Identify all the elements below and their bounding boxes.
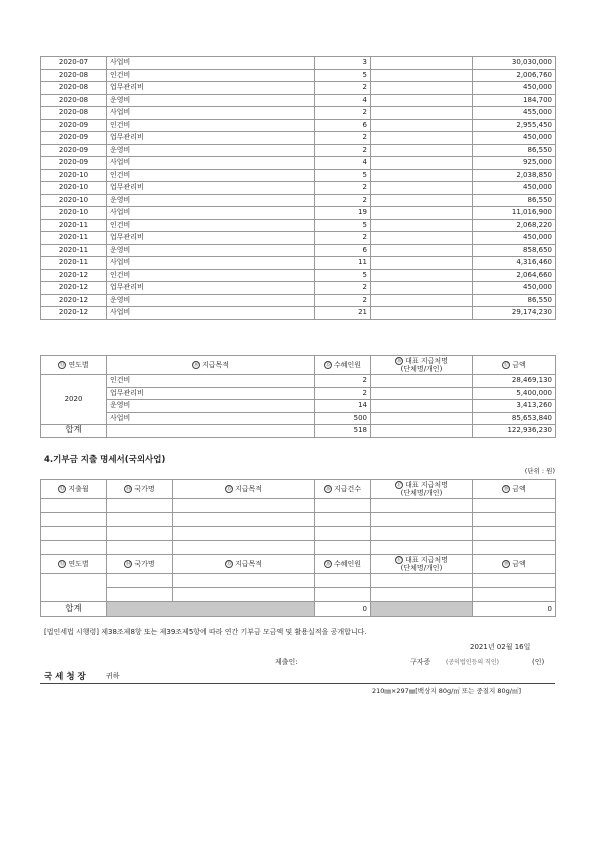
duty-label: 구자증	[410, 658, 431, 666]
summary-representative	[371, 375, 473, 388]
summary-representative	[371, 387, 473, 400]
total-amount: 122,936,230	[473, 425, 556, 438]
purpose-header: ⑮ 지급목적	[173, 555, 315, 574]
amount-cell: 86,550	[473, 294, 556, 307]
submission-date: 2021년 02월 16일	[470, 643, 531, 651]
total-count: 518	[315, 425, 371, 438]
month-cell: 2020-11	[41, 257, 107, 270]
table-row	[41, 574, 556, 588]
count-cell: 11	[315, 257, 371, 270]
beneficiaries-header: ⑮ 수혜인원	[315, 356, 371, 375]
month-cell: 2020-08	[41, 69, 107, 82]
recipient: 국 세 청 장	[44, 672, 86, 682]
purpose-cell: 업무관리비	[107, 232, 315, 245]
representative-cell	[371, 219, 473, 232]
count-cell: 3	[315, 57, 371, 70]
count-cell: 6	[315, 244, 371, 257]
representative-cell	[371, 257, 473, 270]
foreign-header-row-2	[41, 555, 556, 574]
representative-cell	[371, 269, 473, 282]
representative-cell	[371, 82, 473, 95]
month-cell: 2020-09	[41, 157, 107, 170]
submitter-label: 제출인:	[275, 658, 298, 666]
purpose-cell: 운영비	[107, 194, 315, 207]
purpose-cell: 운영비	[107, 294, 315, 307]
month-cell: 2020-10	[41, 169, 107, 182]
summary-count: 2	[315, 387, 371, 400]
table-row	[41, 132, 556, 145]
summary-amount: 3,413,260	[473, 400, 556, 413]
beneficiaries-header: ⑯ 수혜인원	[315, 555, 371, 574]
month-cell: 2020-10	[41, 182, 107, 195]
amount-cell: 4,316,460	[473, 257, 556, 270]
count-cell: 2	[315, 232, 371, 245]
table-row	[41, 144, 556, 157]
count-cell: 4	[315, 157, 371, 170]
count-cell: 5	[315, 269, 371, 282]
table-row	[41, 57, 556, 70]
month-cell: 2020-10	[41, 207, 107, 220]
representative-header: ⑰ 대표 지급처명 (단체명/개인)	[371, 555, 473, 574]
amount-cell: 2,955,450	[473, 119, 556, 132]
count-cell: 5	[315, 69, 371, 82]
month-cell: 2020-12	[41, 282, 107, 295]
total-label: 합계	[41, 425, 107, 438]
representative-cell	[371, 144, 473, 157]
foreign-expense-table	[40, 479, 556, 617]
representative-cell	[371, 182, 473, 195]
count-cell: 2	[315, 144, 371, 157]
representative-cell	[371, 119, 473, 132]
amount-cell: 455,000	[473, 107, 556, 120]
amount-cell: 30,030,000	[473, 57, 556, 70]
purpose-cell: 사업비	[107, 57, 315, 70]
representative-header: ⑰ 대표 지급처명 (단체명/개인)	[371, 480, 473, 499]
purpose-cell: 인건비	[107, 119, 315, 132]
representative-cell	[371, 107, 473, 120]
purpose-cell: 업무관리비	[107, 282, 315, 295]
count-cell: 2	[315, 182, 371, 195]
representative-cell	[371, 282, 473, 295]
amount-cell: 858,650	[473, 244, 556, 257]
month-cell: 2020-11	[41, 244, 107, 257]
purpose-cell: 사업비	[107, 257, 315, 270]
purpose-cell: 인건비	[107, 69, 315, 82]
count-cell: 6	[315, 119, 371, 132]
month-cell: 2020-09	[41, 119, 107, 132]
representative-cell	[371, 232, 473, 245]
amount-cell: 450,000	[473, 182, 556, 195]
representative-cell	[371, 207, 473, 220]
month-cell: 2020-08	[41, 107, 107, 120]
table-row	[41, 219, 556, 232]
amount-header: ⑱ 금액	[473, 480, 556, 499]
amount-cell: 2,064,660	[473, 269, 556, 282]
amount-cell: 11,016,900	[473, 207, 556, 220]
summary-amount: 28,469,130	[473, 375, 556, 388]
table-row	[41, 257, 556, 270]
summary-amount: 85,653,840	[473, 412, 556, 425]
table-row	[41, 169, 556, 182]
count-cell: 21	[315, 307, 371, 320]
month-cell: 2020-07	[41, 57, 107, 70]
amount-cell: 450,000	[473, 232, 556, 245]
amount-cell: 2,068,220	[473, 219, 556, 232]
amount-cell: 925,000	[473, 157, 556, 170]
summary-year: 2020	[41, 375, 107, 425]
year-header: ⑬ 연도별	[41, 356, 107, 375]
table-row	[41, 387, 556, 400]
table-row	[41, 499, 556, 513]
table-row	[41, 69, 556, 82]
count-cell: 2	[315, 294, 371, 307]
table-row	[41, 244, 556, 257]
representative-cell	[371, 157, 473, 170]
purpose-cell: 운영비	[107, 144, 315, 157]
amount-header: ⑰ 금액	[473, 356, 556, 375]
table-row	[41, 207, 556, 220]
table-row	[41, 412, 556, 425]
yearly-summary-table	[40, 355, 556, 438]
count-cell: 2	[315, 82, 371, 95]
count-cell: 2	[315, 194, 371, 207]
amount-cell: 184,700	[473, 94, 556, 107]
monthly-expense-table	[40, 56, 556, 320]
table-row	[41, 269, 556, 282]
law-notice: [법인세법 시행령] 제38조제8항 또는 제39조제5항에 따라 연간 기부금 모금액 및 활용실적을 공개합니다.	[44, 628, 367, 636]
purpose-cell: 업무관리비	[107, 182, 315, 195]
summary-amount: 5,400,000	[473, 387, 556, 400]
count-cell: 4	[315, 94, 371, 107]
purpose-cell: 인건비	[107, 269, 315, 282]
table-row	[41, 588, 556, 602]
count-cell: 5	[315, 169, 371, 182]
amount-cell: 2,038,850	[473, 169, 556, 182]
foreign-total-amount: 0	[473, 602, 556, 617]
country-header: ⑭ 국가명	[107, 480, 173, 499]
table-row	[41, 307, 556, 320]
summary-count: 14	[315, 400, 371, 413]
amount-header: ⑱ 금액	[473, 555, 556, 574]
month-cell: 2020-08	[41, 82, 107, 95]
purpose-cell: 사업비	[107, 307, 315, 320]
table-row	[41, 513, 556, 527]
month-cell: 2020-10	[41, 194, 107, 207]
country-header: ⑭ 국가명	[107, 555, 173, 574]
month-cell: 2020-11	[41, 232, 107, 245]
table-row	[41, 400, 556, 413]
purpose-cell: 업무관리비	[107, 82, 315, 95]
foreign-total-label: 합계	[41, 602, 107, 617]
representative-cell	[371, 194, 473, 207]
representative-cell	[371, 94, 473, 107]
duty-note: (공익법인등의 직인)	[446, 659, 499, 666]
count-cell: 19	[315, 207, 371, 220]
table-row	[41, 541, 556, 555]
amount-cell: 450,000	[473, 82, 556, 95]
table-row	[41, 375, 556, 388]
amount-cell: 86,550	[473, 194, 556, 207]
representative-cell	[371, 294, 473, 307]
table-row	[41, 282, 556, 295]
section4-title: 4.기부금 지출 명세서(국외사업)	[44, 455, 166, 465]
amount-cell: 450,000	[473, 132, 556, 145]
summary-representative	[371, 412, 473, 425]
representative-cell	[371, 57, 473, 70]
month-cell: 2020-12	[41, 294, 107, 307]
count-header: ⑯ 지급건수	[315, 480, 371, 499]
summary-purpose: 업무관리비	[107, 387, 315, 400]
year-header: ⑬ 연도별	[41, 555, 107, 574]
amount-cell: 2,006,760	[473, 69, 556, 82]
month-cell: 2020-11	[41, 219, 107, 232]
table-row	[41, 294, 556, 307]
representative-cell	[371, 69, 473, 82]
purpose-cell: 사업비	[107, 157, 315, 170]
purpose-cell: 운영비	[107, 94, 315, 107]
foreign-total-row	[41, 602, 556, 617]
count-cell: 2	[315, 132, 371, 145]
table-row	[41, 82, 556, 95]
table-row	[41, 232, 556, 245]
table-row	[41, 94, 556, 107]
purpose-cell: 사업비	[107, 207, 315, 220]
table-row	[41, 107, 556, 120]
purpose-header: ⑭ 지급목적	[107, 356, 315, 375]
summary-purpose: 운영비	[107, 400, 315, 413]
summary-header-row	[41, 356, 556, 375]
total-row	[41, 425, 556, 438]
seal-mark: (인)	[532, 658, 545, 666]
count-cell: 2	[315, 282, 371, 295]
summary-purpose: 인건비	[107, 375, 315, 388]
purpose-cell: 업무관리비	[107, 132, 315, 145]
amount-cell: 29,174,230	[473, 307, 556, 320]
summary-representative	[371, 400, 473, 413]
count-cell: 2	[315, 107, 371, 120]
month-cell: 2020-12	[41, 269, 107, 282]
table-row	[41, 527, 556, 541]
month-cell: 2020-12	[41, 307, 107, 320]
count-cell: 5	[315, 219, 371, 232]
month-cell: 2020-09	[41, 144, 107, 157]
foreign-header-row	[41, 480, 556, 499]
table-row	[41, 157, 556, 170]
purpose-cell: 인건비	[107, 169, 315, 182]
paper-spec: 210㎜×297㎜[백상지 80g/㎡ 또는 중질지 80g/㎡]	[372, 687, 522, 695]
footer-divider	[40, 683, 555, 684]
representative-header: ⑯ 대표 지급처명 (단체명/개인)	[371, 356, 473, 375]
purpose-cell: 운영비	[107, 244, 315, 257]
table-row	[41, 182, 556, 195]
month-cell: 2020-09	[41, 132, 107, 145]
month-cell: 2020-08	[41, 94, 107, 107]
purpose-cell: 사업비	[107, 107, 315, 120]
summary-count: 500	[315, 412, 371, 425]
table-row	[41, 194, 556, 207]
representative-cell	[371, 307, 473, 320]
representative-cell	[371, 169, 473, 182]
date-header: ⑬ 지출월	[41, 480, 107, 499]
representative-cell	[371, 244, 473, 257]
purpose-header: ⑮ 지급목적	[173, 480, 315, 499]
representative-cell	[371, 132, 473, 145]
recipient-suffix: 귀하	[106, 672, 120, 680]
purpose-cell: 인건비	[107, 219, 315, 232]
amount-cell: 86,550	[473, 144, 556, 157]
summary-purpose: 사업비	[107, 412, 315, 425]
amount-cell: 450,000	[473, 282, 556, 295]
table-row	[41, 119, 556, 132]
foreign-total-count: 0	[315, 602, 371, 617]
summary-count: 2	[315, 375, 371, 388]
unit-label: (단위 : 원)	[524, 467, 555, 475]
